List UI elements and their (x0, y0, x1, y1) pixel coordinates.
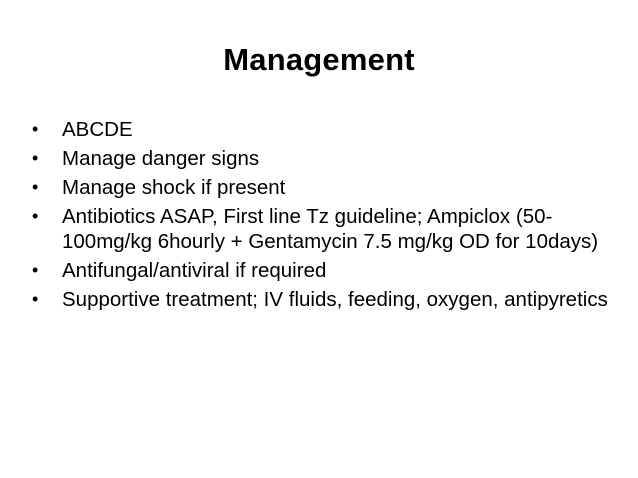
bullet-item-shock (32, 175, 612, 200)
slide-title: Management (223, 42, 415, 77)
bullet-text: Antibiotics ASAP, First line Tz guideline; Ampiclox (50-100mg/kg 6hourly + Gentamycin 7.5 mg/kg OD for 10days) (62, 205, 599, 253)
bullet-text: Antifungal/antiviral if required (62, 259, 327, 282)
bullet-item-antifungal (32, 258, 612, 283)
bullet-dot-icon: • (32, 119, 39, 139)
bullet-text: Supportive treatment; IV fluids, feeding, oxygen, antipyretics (62, 288, 608, 311)
bullet-dot-icon: • (32, 148, 39, 168)
bullet-text: ABCDE (62, 118, 133, 141)
bullet-dot-icon: • (32, 177, 39, 197)
bullet-text: Manage danger signs (62, 147, 260, 170)
bullet-dot-icon: • (32, 206, 39, 226)
bullet-dot-icon: • (32, 260, 39, 280)
bullet-list (32, 117, 612, 316)
bullet-item-antibiotics (32, 204, 612, 254)
bullet-item-danger-signs (32, 146, 612, 171)
bullet-dot-icon: • (32, 289, 39, 309)
bullet-item-supportive (32, 287, 612, 312)
bullet-text: Manage shock if present (62, 176, 286, 199)
bullet-item-abcde (32, 117, 612, 142)
